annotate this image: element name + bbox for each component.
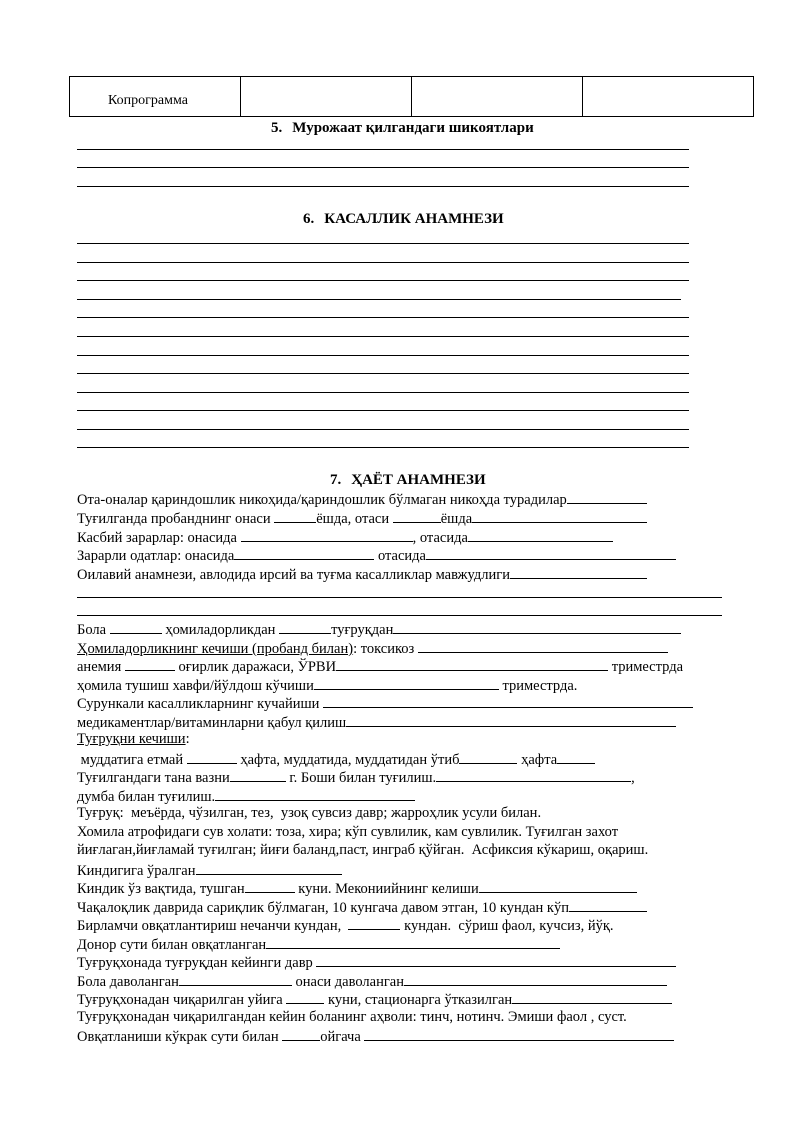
form-label: Ота-оналар қариндошлик никоҳида/қариндошлик бўлмаган никоҳда турадилар [77, 492, 567, 508]
blank-field [286, 989, 324, 1004]
blank-line [77, 373, 689, 374]
form-label: Овқатланиши кўкрак сути билан [77, 1029, 283, 1045]
form-label: куни, стационарга ўтказилган [324, 992, 513, 1008]
form-label: Бола [77, 622, 110, 638]
blank-field [468, 527, 613, 542]
form-line [77, 693, 693, 713]
form-line: Туғруқхонадан чиқарилгандан кейин боланинг аҳволи: тинч, нотинч. Эмиши фаол , суст. [77, 1009, 627, 1025]
form-line [77, 989, 672, 1009]
form-label: Туғруқни кечиши [77, 731, 186, 747]
blank-field [510, 564, 647, 579]
blank-field [567, 489, 647, 504]
form-line [77, 934, 560, 954]
form-label: куни. Мекониийнинг келиши [294, 881, 479, 897]
blank-field [557, 749, 595, 764]
form-line [77, 545, 676, 565]
form-label: : [185, 731, 190, 747]
blank-field [393, 619, 681, 634]
blank-field [569, 897, 647, 912]
form-line [77, 656, 683, 676]
form-label: ҳафта, муддатида, муддатидан ўтиб [236, 752, 460, 768]
form-label: Киндигига ўралган [77, 863, 196, 879]
form-label: Туғилгандаги тана вазни [77, 770, 230, 786]
form-line [77, 675, 577, 695]
blank-field [196, 860, 342, 875]
form-label: отасида [374, 548, 426, 564]
form-label: ҳафта [517, 752, 558, 768]
blank-field [274, 508, 316, 523]
section-7-heading [0, 471, 800, 489]
table-cell [241, 77, 412, 117]
blank-field [234, 545, 374, 560]
blank-line [77, 186, 689, 187]
blank-line [77, 447, 689, 448]
blank-field [316, 952, 676, 967]
blank-field [241, 527, 413, 542]
form-label: онаси даволанган [291, 974, 404, 990]
form-line [77, 619, 681, 639]
blank-field [230, 767, 286, 782]
blank-field [279, 619, 331, 634]
blank-field [336, 656, 608, 671]
blank-line [77, 167, 689, 168]
section-number: 7. [330, 472, 342, 488]
form-line [77, 638, 668, 658]
blank-field [426, 545, 676, 560]
blank-line [77, 149, 689, 150]
form-label: думба билан туғилиш. [77, 789, 216, 805]
form-label: Ҳомиладорликнинг кечиши (пробанд билан) [77, 641, 354, 657]
form-line [77, 915, 614, 935]
form-label: анемия [77, 659, 125, 675]
form-line [77, 749, 595, 769]
form-line [77, 508, 647, 528]
blank-field [245, 878, 295, 893]
blank-field [215, 786, 415, 801]
form-line: йиғлаган,йиғламай туғилган; йиғи баланд,паст, инграб қўйган. Асфиксия кўкариш, оқариш. [77, 842, 649, 858]
form-line: Хомила атрофидаги сув холати: тоза, хира; кўп сувлилик, кам сувлилик. Туғилган захот [77, 824, 619, 840]
blank-field [314, 675, 499, 690]
form-label: ҳомила тушиш хавфи/йўлдош кўчиши [77, 678, 314, 694]
form-line [77, 564, 647, 584]
section-6-heading [0, 210, 800, 228]
form-label: Туғилганда пробанднинг онаси [77, 511, 275, 527]
form-label: , отасида [412, 530, 468, 546]
form-label: ҳомиладорликдан [161, 622, 280, 638]
blank-field [187, 749, 237, 764]
form-label: Киндик ўз вақтида, тушган [77, 881, 245, 897]
table-cell [412, 77, 583, 117]
form-label: кундан. сўриш фаол, кучсиз, йўқ. [400, 918, 614, 934]
section-number: 6. [303, 211, 315, 227]
section-5-heading [0, 119, 800, 137]
form-label: триместрда [608, 659, 684, 675]
blank-line [77, 299, 681, 300]
blank-line [77, 243, 689, 244]
section-number: 5. [271, 120, 283, 136]
table-cell-label: Копрограмма [70, 77, 241, 117]
blank-line [77, 317, 689, 318]
blank-line [77, 392, 689, 393]
form-label: ёшда, отаси [316, 511, 393, 527]
blank-line [77, 262, 689, 263]
section-title: Мурожаат қилгандаги шикоятлари [292, 120, 534, 136]
blank-field [459, 749, 517, 764]
blank-field [346, 712, 676, 727]
form-label: Туғруқхонада туғруқдан кейинги давр [77, 955, 317, 971]
form-line [77, 878, 637, 898]
form-line [77, 527, 613, 547]
form-label: муддатига етмай [77, 752, 187, 768]
section-title: ҲАЁТ АНАМНЕЗИ [351, 472, 486, 488]
blank-field [436, 767, 631, 782]
form-line [77, 971, 667, 991]
form-line [77, 767, 635, 787]
table-row [70, 77, 754, 117]
blank-line [77, 410, 689, 411]
form-line [77, 1026, 674, 1046]
form-label: медикаментлар/витаминларни қабул қилиш [77, 715, 347, 731]
blank-field [323, 693, 693, 708]
form-label: триместрда. [498, 678, 578, 694]
blank-field [393, 508, 441, 523]
blank-field [364, 1026, 674, 1041]
form-label: Чақалоқлик даврида сариқлик бўлмаган, 10 кунгача давом этган, 10 кундан кўп [77, 900, 569, 916]
form-label: Бола даволанган [77, 974, 179, 990]
blank-line [77, 429, 689, 430]
blank-field [512, 989, 672, 1004]
blank-line [77, 615, 722, 616]
form-label: г. Боши билан туғилиш. [285, 770, 437, 786]
form-label: Зарарли одатлар: онасида [77, 548, 235, 564]
form-label: Туғруқхонадан чиқарилган уйига [77, 992, 287, 1008]
form-line [77, 712, 676, 732]
form-line [77, 489, 647, 509]
blank-field [179, 971, 292, 986]
form-label: оғирлик даражаси, ЎРВИ [174, 659, 337, 675]
blank-line [77, 336, 689, 337]
blank-line [77, 597, 722, 598]
blank-field [282, 1026, 320, 1041]
section-title: КАСАЛЛИК АНАМНЕЗИ [324, 211, 504, 227]
blank-line [77, 280, 689, 281]
blank-field [348, 915, 400, 930]
blank-field [404, 971, 667, 986]
blank-field [110, 619, 162, 634]
form-label: ёшда [440, 511, 473, 527]
blank-field [472, 508, 647, 523]
blank-field [266, 934, 560, 949]
form-line [77, 786, 415, 806]
form-label: Бирламчи овқатлантириш нечанчи кундан, [77, 918, 349, 934]
form-label: Оилавий анамнези, авлодида ирсий ва туғма касалликлар мавжудлиги [77, 567, 510, 583]
form-label: Сурункали касалликларнинг кучайиши [77, 696, 324, 712]
form-label: Касбий зарарлар: онасида [77, 530, 241, 546]
form-line [77, 897, 647, 917]
form-label: : токсикоз [353, 641, 418, 657]
blank-field [418, 638, 668, 653]
lab-results-table [69, 76, 754, 117]
form-label: , [631, 770, 635, 786]
form-label: Донор сути билан овқатланган [77, 937, 267, 953]
form-line [77, 730, 190, 748]
form-line: Туғруқ: меъёрда, чўзилган, тез, узоқ сувсиз давр; жарроҳлик усули билан. [77, 805, 542, 821]
form-label: ойгача [320, 1029, 365, 1045]
blank-field [479, 878, 637, 893]
form-line [77, 860, 342, 880]
form-line [77, 952, 676, 972]
blank-field [125, 656, 175, 671]
table-cell [583, 77, 754, 117]
form-label: туғруқдан [331, 622, 394, 638]
blank-line [77, 355, 689, 356]
